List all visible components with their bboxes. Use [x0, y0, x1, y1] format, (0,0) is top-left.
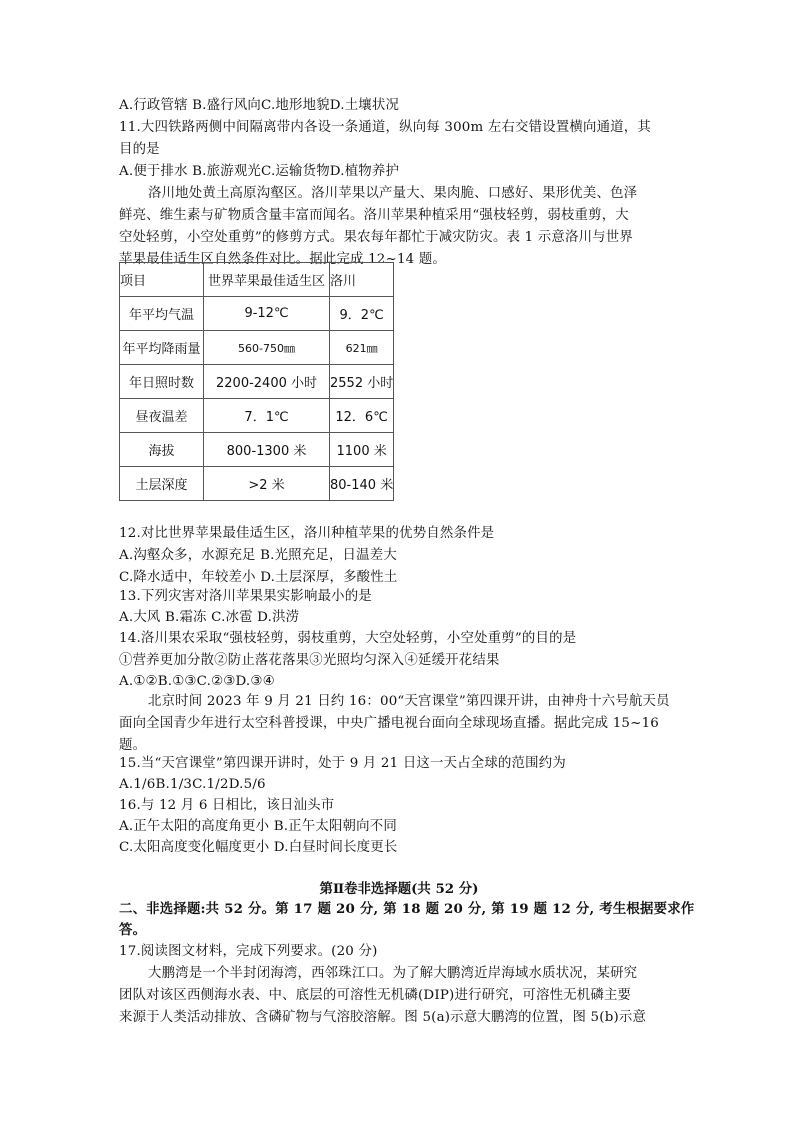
- table-cell: 海拔: [120, 433, 204, 467]
- table-cell: 年平均降雨量: [120, 331, 204, 365]
- table-cell: 2552 小时: [330, 365, 394, 399]
- table-cell: 1100 米: [330, 433, 394, 467]
- section-instructions-line1: 二、非选择题:共 52 分。第 17 题 20 分, 第 18 题 20 分, 第 19 题 12 分, 考生根据要求作: [119, 901, 695, 917]
- q11-options: A.便于排水 B.旅游观光C.运输货物D.植物养护: [119, 164, 400, 179]
- table-header-cell: 项目: [120, 263, 204, 297]
- q14-options: A.①②B.①③C.②③D.③④: [119, 674, 275, 689]
- table-row: [120, 433, 394, 467]
- table-cell: 560-750㎜: [204, 331, 330, 365]
- q14-stem: 14.洛川果农采取“强枝轻剪，弱枝重剪，大空处轻剪，小空处重剪”的目的是: [119, 631, 577, 646]
- table-header-cell: 世界苹果最佳适生区: [204, 263, 330, 297]
- q15-options: A.1/6B.1/3C.1/2D.5/6: [119, 777, 266, 792]
- table-cell: 7．1℃: [204, 399, 330, 433]
- table-cell: 2200-2400 小时: [204, 365, 330, 399]
- passage1-line3: 空处轻剪，小空处重剪”的修剪方式。果农每年都忙于减灾防灾。表 1 示意洛川与世界: [119, 230, 633, 245]
- table-row: [120, 365, 394, 399]
- table-header-cell: 洛川: [330, 263, 394, 297]
- passage2-line2: 面向全国青少年进行太空科普授课，中央广播电视台面向全球现场直播。据此完成 15~16: [119, 716, 660, 731]
- passage1-line1: 洛川地处黄土高原沟壑区。洛川苹果以产量大、果肉脆、口感好、果形优美、色泽: [148, 186, 638, 201]
- table-cell: 年平均气温: [120, 297, 204, 331]
- table-row: [120, 467, 394, 501]
- passage3-line1: 大鹏湾是一个半封闭海湾，西邻珠江口。为了解大鹏湾近岸海域水质状况，某研究: [148, 966, 638, 981]
- q11-stem-line1: 11.大四铁路两侧中间隔离带内各设一条通道，纵向每 300m 左右交错设置横向通道，其: [119, 120, 651, 135]
- table-header-row: [120, 263, 394, 297]
- table-cell: 昼夜温差: [120, 399, 204, 433]
- table-cell: 土层深度: [120, 467, 204, 501]
- table-cell: 年日照时数: [120, 365, 204, 399]
- passage1-line4: 苹果最佳适生区自然条件对比。据此完成 12~14 题。: [119, 252, 447, 267]
- passage3-line3: 来源于人类活动排放、含磷矿物与气溶胶溶解。图 5(a)示意大鹏湾的位置，图 5(b)示意: [119, 1010, 647, 1025]
- comparison-table: [119, 262, 394, 501]
- q14-statements: ①营养更加分散②防止落花落果③光照均匀深入④延缓开花结果: [119, 653, 500, 668]
- q13-stem: 13.下列灾害对洛川苹果果实影响最小的是: [119, 589, 372, 604]
- table-cell: 9．2℃: [330, 297, 394, 331]
- table-cell: >2 米: [204, 467, 330, 501]
- table-cell: 621㎜: [330, 331, 394, 365]
- q12-options-cd: C.降水适中，年较差小 D.土层深厚，多酸性土: [119, 570, 398, 585]
- table-cell: 9-12℃: [204, 297, 330, 331]
- table-row: [120, 297, 394, 331]
- table-row: [120, 331, 394, 365]
- q13-options: A.大风 B.霜冻 C.冰雹 D.洪涝: [119, 610, 300, 625]
- passage3-line2: 团队对该区西侧海水表、中、底层的可溶性无机磷(DIP)进行研究，可溶性无机磷主要: [119, 988, 632, 1003]
- table-cell: 800-1300 米: [204, 433, 330, 467]
- passage2-line3: 题。: [119, 738, 147, 753]
- q12-stem: 12.对比世界苹果最佳适生区，洛川种植苹果的优势自然条件是: [119, 526, 495, 541]
- section-instructions-line2: 答。: [119, 922, 147, 938]
- q11-stem-line2: 目的是: [119, 142, 160, 157]
- q12-options-ab: A.沟壑众多，水源充足 B.光照充足，日温差大: [119, 548, 397, 563]
- q17-stem: 17.阅读图文材料，完成下列要求。(20 分): [119, 944, 378, 959]
- table-row: [120, 399, 394, 433]
- passage1-line2: 鲜亮、维生素与矿物质含量丰富而闻名。洛川苹果种植采用“强枝轻剪，弱枝重剪，大: [119, 208, 629, 223]
- table-cell: 80-140 米: [330, 467, 394, 501]
- q16-options-ab: A.正午太阳的高度角更小 B.正午太阳朝向不同: [119, 819, 397, 834]
- passage2-line1: 北京时间 2023 年 9 月 21 日约 16：00“天宫课堂”第四课开讲，由神舟十六号航天员: [148, 694, 670, 709]
- table-cell: 12．6℃: [330, 399, 394, 433]
- q10-options: A.行政管辖 B.盛行风向C.地形地貌D.土壤状况: [119, 98, 400, 113]
- section-title: 第Ⅱ卷非选择题(共 52 分): [319, 881, 479, 897]
- q16-stem: 16.与 12 月 6 日相比，该日汕头市: [119, 798, 335, 813]
- q16-options-cd: C.太阳高度变化幅度更小 D.白昼时间长度更长: [119, 840, 398, 855]
- q15-stem: 15.当“天宫课堂”第四课开讲时，处于 9 月 21 日这一天占全球的范围约为: [119, 756, 566, 771]
